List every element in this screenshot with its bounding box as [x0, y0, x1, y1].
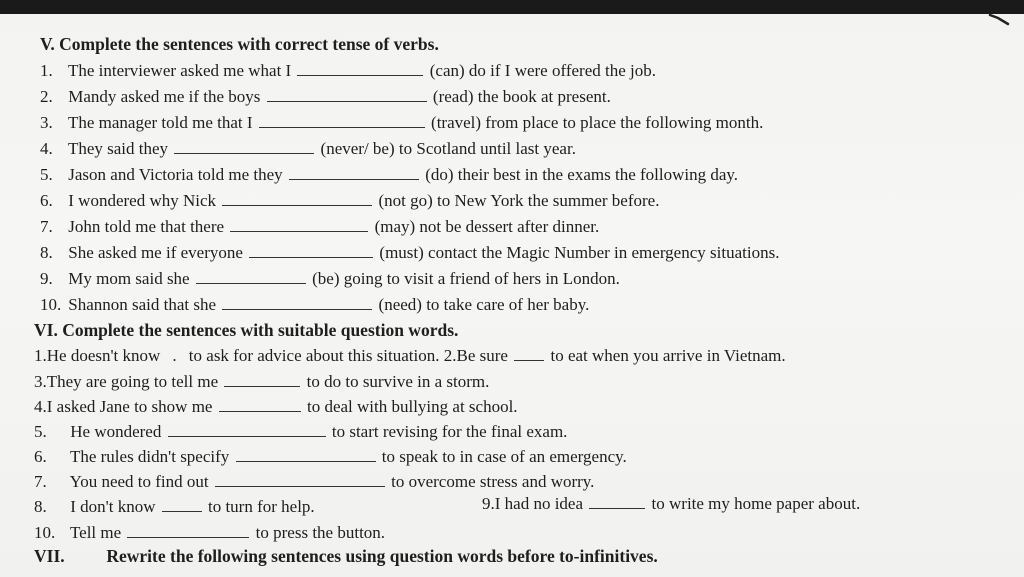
- s6-number: 5.: [34, 422, 47, 441]
- answer-blank[interactable]: [224, 372, 300, 387]
- s5-item-2: [40, 87, 611, 107]
- s6-text: to write my home paper about.: [651, 494, 861, 513]
- answer-blank[interactable]: [219, 397, 301, 412]
- s6-number: 7.: [34, 472, 47, 491]
- s5-item-prefix: The interviewer asked me what I: [67, 61, 292, 80]
- s5-item-suffix: (be) going to visit a friend of hers in London.: [312, 269, 620, 288]
- s5-item-number: 1.: [40, 61, 53, 80]
- s5-item-prefix: Shannon said that she: [68, 295, 217, 314]
- answer-blank[interactable]: [289, 165, 419, 180]
- s5-item-7: [40, 217, 599, 237]
- answer-blank[interactable]: [127, 523, 249, 538]
- section-5-heading: V. Complete the sentences with correct tense of verbs.: [40, 34, 439, 54]
- s5-item-prefix: John told me that there: [68, 217, 225, 236]
- section-7-title: Rewrite the following sentences using question words before to-infinitives.: [106, 546, 658, 566]
- s5-item-prefix: Jason and Victoria told me they: [68, 165, 283, 184]
- s6-line-8: [34, 497, 315, 517]
- s6-number: 10.: [34, 523, 56, 542]
- s5-item-suffix: (may) not be dessert after dinner.: [374, 217, 600, 236]
- s5-item-1: [40, 61, 656, 81]
- s6-line-4: [34, 397, 518, 417]
- s6-text: to do to survive in a storm.: [306, 372, 490, 391]
- answer-blank[interactable]: [174, 139, 314, 154]
- s5-item-number: 8.: [40, 243, 53, 262]
- answer-blank[interactable]: [249, 243, 373, 258]
- s5-item-suffix: (need) to take care of her baby.: [378, 295, 590, 314]
- s6-text: I don't know: [70, 497, 156, 516]
- s5-item-9: [40, 269, 620, 289]
- answer-blank[interactable]: [236, 447, 376, 462]
- answer-blank[interactable]: [162, 497, 202, 512]
- s5-item-prefix: She asked me if everyone: [68, 243, 243, 262]
- s6-text: The rules didn't specify: [69, 447, 230, 466]
- s6-text: to eat when you arrive in Vietnam.: [550, 346, 786, 365]
- s6-line-9: [482, 494, 860, 514]
- s5-item-number: 10.: [40, 295, 62, 314]
- s5-item-suffix: (read) the book at present.: [432, 87, 611, 106]
- s6-text: 1.He doesn't know: [34, 346, 161, 365]
- answer-blank[interactable]: [222, 295, 372, 310]
- s5-item-4: [40, 139, 576, 159]
- s6-text: 4.I asked Jane to show me: [34, 397, 213, 416]
- s6-text: 3.They are going to tell me: [34, 372, 219, 391]
- s6-text: to press the button.: [255, 523, 386, 542]
- corner-tick-icon: [988, 12, 1012, 26]
- blank-dot[interactable]: .: [172, 346, 177, 365]
- s5-item-suffix: (never/ be) to Scotland until last year.: [320, 139, 576, 158]
- section-7-number: VII.: [34, 546, 65, 566]
- s5-item-suffix: (must) contact the Magic Number in emergency situations.: [379, 243, 780, 262]
- s5-item-prefix: They said they: [67, 139, 169, 158]
- s6-text: to ask for advice about this situation. 2.Be sure: [188, 346, 508, 365]
- answer-blank[interactable]: [297, 61, 423, 76]
- answer-blank[interactable]: [589, 494, 645, 509]
- top-dark-strip: [0, 0, 1024, 14]
- answer-blank[interactable]: [222, 191, 372, 206]
- s6-text: to start revising for the final exam.: [331, 422, 568, 441]
- s5-item-suffix: (do) their best in the exams the following day.: [425, 165, 739, 184]
- s5-item-number: 7.: [40, 217, 53, 236]
- section-6-heading: VI. Complete the sentences with suitable question words.: [34, 320, 459, 340]
- s5-item-suffix: (can) do if I were offered the job.: [429, 61, 656, 80]
- s6-line-3: [34, 372, 489, 392]
- s5-item-3: [40, 113, 763, 133]
- s5-item-suffix: (not go) to New York the summer before.: [378, 191, 660, 210]
- s5-item-number: 2.: [40, 87, 53, 106]
- answer-blank[interactable]: [267, 87, 427, 102]
- s5-item-10: [40, 295, 589, 315]
- s6-number: 6.: [34, 447, 47, 466]
- s6-line-10: [34, 523, 385, 543]
- s6-line-6: [34, 447, 627, 467]
- answer-blank[interactable]: [230, 217, 368, 232]
- s5-item-6: [40, 191, 659, 211]
- s5-item-prefix: Mandy asked me if the boys: [68, 87, 261, 106]
- s5-item-8: [40, 243, 779, 263]
- s5-item-number: 4.: [40, 139, 53, 158]
- s6-text: to deal with bullying at school.: [306, 397, 518, 416]
- answer-blank[interactable]: [215, 472, 385, 487]
- s6-text: He wondered: [70, 422, 162, 441]
- s6-text: to speak to in case of an emergency.: [381, 447, 627, 466]
- s5-item-suffix: (travel) from place to place the following month.: [431, 113, 764, 132]
- s6-text: You need to find out: [69, 472, 209, 491]
- section-7-heading: [34, 546, 658, 566]
- answer-blank[interactable]: [168, 422, 326, 437]
- answer-blank[interactable]: [196, 269, 306, 284]
- s5-item-number: 9.: [40, 269, 53, 288]
- s6-line-1: [34, 346, 786, 366]
- s6-text: Tell me: [69, 523, 122, 542]
- s5-item-number: 5.: [40, 165, 53, 184]
- s5-item-number: 6.: [40, 191, 53, 210]
- s5-item-prefix: The manager told me that I: [67, 113, 253, 132]
- s6-text: to overcome stress and worry.: [391, 472, 595, 491]
- s5-item-number: 3.: [40, 113, 53, 132]
- s6-text: 9.I had no idea: [482, 494, 584, 513]
- s6-number: 8.: [34, 497, 47, 516]
- s5-item-prefix: My mom said she: [68, 269, 190, 288]
- s6-line-5: [34, 422, 567, 442]
- s5-item-prefix: I wondered why Nick: [68, 191, 217, 210]
- s6-line-7: [34, 472, 594, 492]
- answer-blank[interactable]: [514, 346, 544, 361]
- s6-text: to turn for help.: [207, 497, 315, 516]
- answer-blank[interactable]: [259, 113, 425, 128]
- s5-item-5: [40, 165, 738, 185]
